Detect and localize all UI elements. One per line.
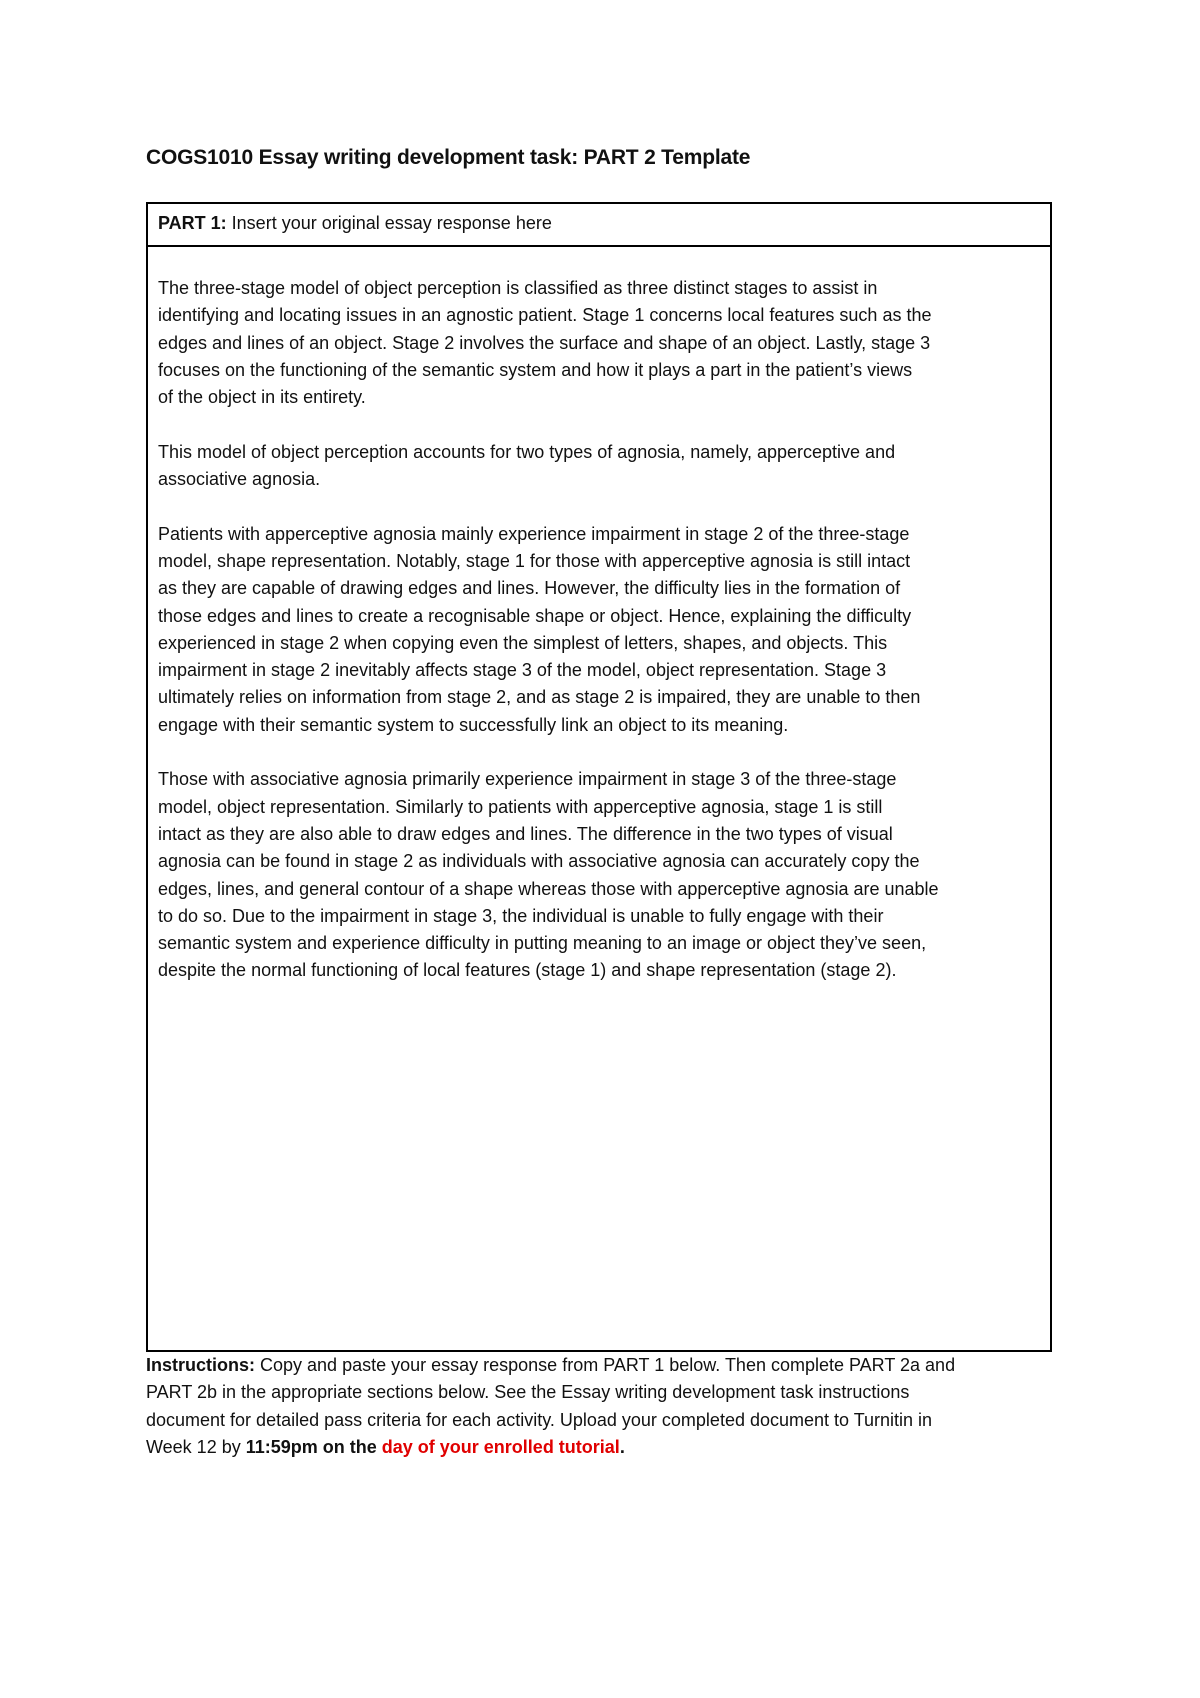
essay-paragraph	[158, 275, 1040, 411]
instructions-week: Week 12 by	[146, 1436, 246, 1457]
essay-line: focuses on the functioning of the semantic system and how it plays a part in the patient’s views	[158, 359, 913, 380]
instructions-label: Instructions:	[146, 1355, 256, 1375]
essay-line: edges and lines of an object. Stage 2 involves the surface and shape of an object. Lastly, stage 3	[158, 332, 931, 353]
essay-line: of the object in its entirety.	[158, 387, 366, 408]
document-title: COGS1010 Essay writing development task: PART 2 Template	[146, 146, 751, 169]
part1-table	[146, 202, 1052, 1352]
instructions-line-4	[146, 1434, 1066, 1461]
essay-line: as they are capable of drawing edges and lines. However, the difficulty lies in the formation of	[158, 578, 901, 599]
essay-line: The three-stage model of object perception is classified as three distinct stages to assist in	[158, 278, 878, 298]
part1-label: PART 1:	[158, 213, 227, 233]
essay-paragraph	[158, 521, 1040, 739]
essay-line: intact as they are also able to draw edges and lines. The difference in the two types of visual	[158, 823, 893, 844]
essay-line: agnosia can be found in stage 2 as individuals with associative agnosia can accurately copy the	[158, 851, 920, 872]
instructions-text-1: Copy and paste your essay response from PART 1 below. Then complete PART 2a and	[255, 1355, 956, 1375]
instructions	[146, 1352, 1066, 1461]
instructions-line-2: PART 2b in the appropriate sections below. See the Essay writing development task instructions	[146, 1382, 910, 1403]
essay-line: Patients with apperceptive agnosia mainly experience impairment in stage 2 of the three-stage	[158, 523, 910, 544]
instructions-line-1	[146, 1352, 1066, 1379]
essay-line: associative agnosia.	[158, 469, 321, 490]
essay-line: impairment in stage 2 inevitably affects stage 3 of the model, object representation. Stage 3	[158, 660, 887, 681]
essay-line: to do so. Due to the impairment in stage 3, the individual is unable to fully engage with their	[158, 905, 884, 926]
deadline-day: day of your enrolled tutorial	[381, 1436, 620, 1457]
essay-line: experienced in stage 2 when copying even the simplest of letters, shapes, and objects. This	[158, 632, 888, 653]
essay-line: semantic system and experience difficulty in putting meaning to an image or object they’ve seen,	[158, 933, 927, 954]
essay-line: despite the normal functioning of local features (stage 1) and shape representation (stage 2).	[158, 960, 897, 981]
part1-header	[148, 204, 1050, 247]
deadline-period: .	[619, 1436, 625, 1457]
essay-paragraph	[158, 439, 1040, 494]
essay-line: identifying and locating issues in an agnostic patient. Stage 1 concerns local features such as the	[158, 305, 932, 326]
essay-line: model, shape representation. Notably, stage 1 for those with apperceptive agnosia is still intact	[158, 550, 911, 571]
essay-response	[148, 247, 1050, 985]
essay-line: those edges and lines to create a recognisable shape or object. Hence, explaining the difficulty	[158, 605, 912, 626]
essay-line: This model of object perception accounts for two types of agnosia, namely, apperceptive and	[158, 441, 896, 462]
instructions-line-3: document for detailed pass criteria for each activity. Upload your completed document to Turnitin in	[146, 1409, 933, 1430]
essay-paragraph	[158, 766, 1040, 984]
essay-line: edges, lines, and general contour of a shape whereas those with apperceptive agnosia are unable	[158, 878, 939, 899]
essay-line: Those with associative agnosia primarily experience impairment in stage 3 of the three-stage	[158, 769, 897, 790]
essay-line: model, object representation. Similarly to patients with apperceptive agnosia, stage 1 is still	[158, 796, 883, 817]
part1-prompt: Insert your original essay response here	[226, 213, 552, 233]
deadline-time: 11:59pm on the	[245, 1436, 382, 1457]
essay-line: ultimately relies on information from stage 2, and as stage 2 is impaired, they are unable to then	[158, 687, 921, 708]
essay-line: engage with their semantic system to successfully link an object to its meaning.	[158, 714, 789, 735]
